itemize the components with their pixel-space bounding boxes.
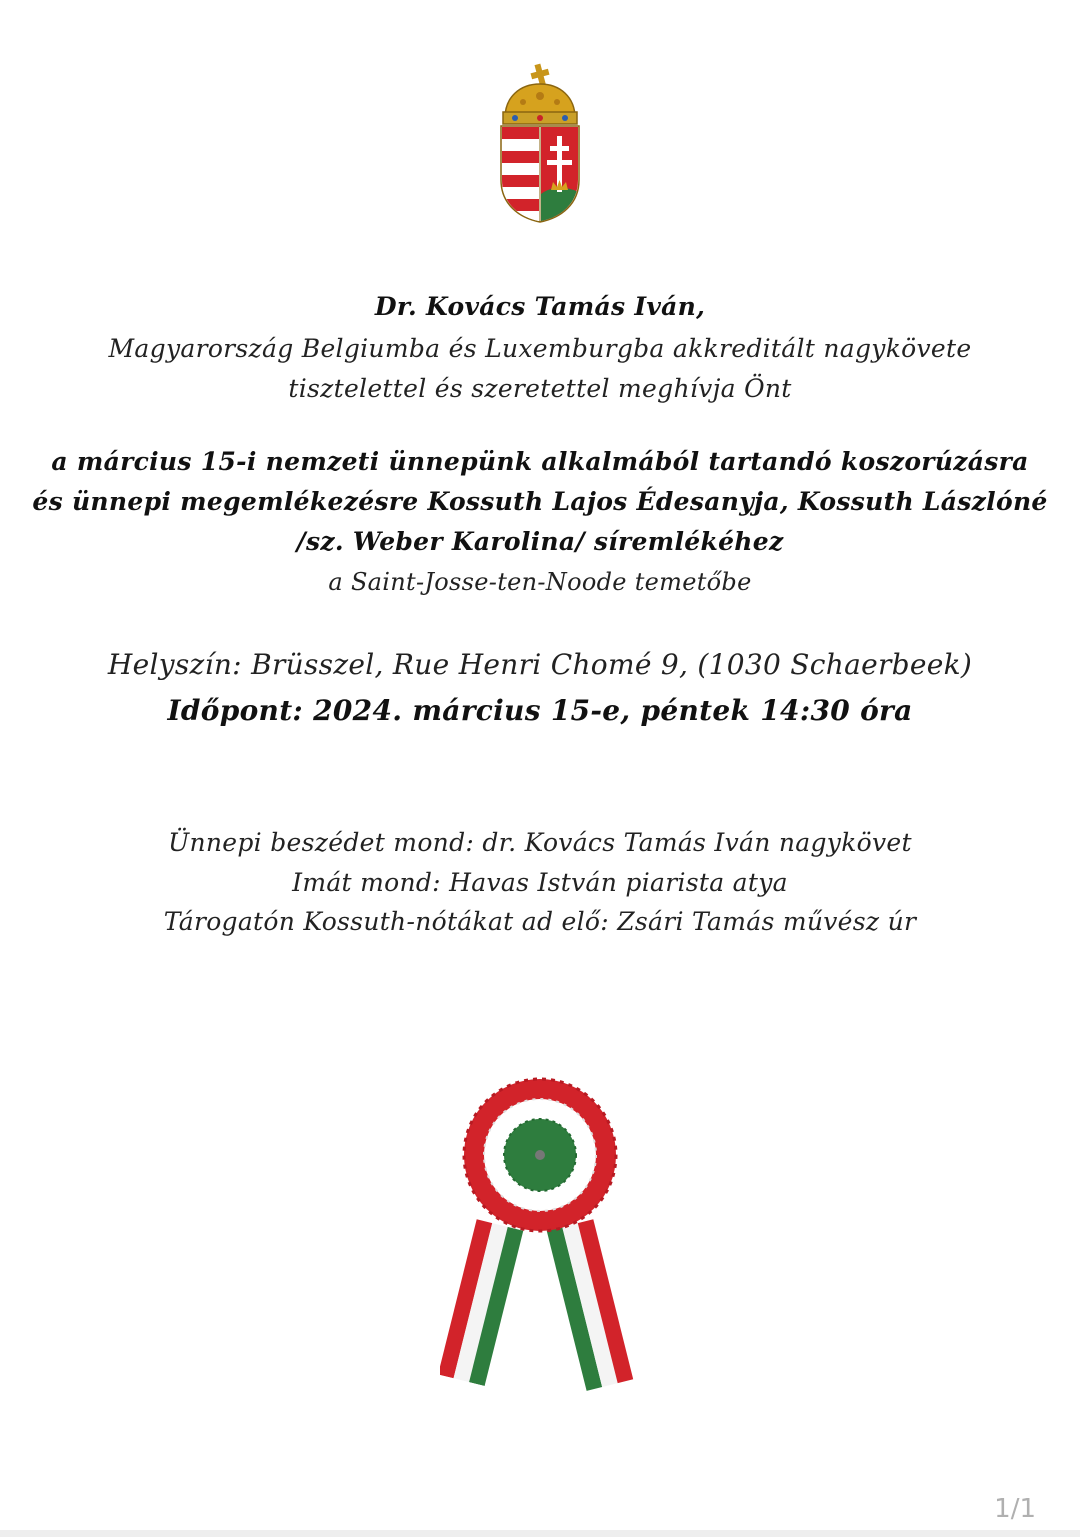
coat-of-arms-icon — [495, 62, 585, 224]
program-music: Tárogatón Kossuth-nótákat ad elő: Zsári Tamás művész úr — [163, 907, 917, 936]
occasion-line-1: a március 15-i nemzeti ünnepünk alkalmából tartandó koszorúzásra — [51, 447, 1029, 476]
place-line: a Saint-Josse-ten-Noode temetőbe — [328, 568, 752, 596]
invite-line: tisztelettel és szeretettel meghívja Önt — [288, 374, 792, 403]
occasion-line-3: /sz. Weber Karolina/ síremlékéhez — [296, 527, 784, 556]
viewer-bottom-edge — [0, 1530, 1080, 1537]
host-title: Magyarország Belgiumba és Luxemburgba akkreditált nagykövete — [108, 334, 972, 363]
cockade-icon — [440, 1075, 640, 1400]
program-prayer: Imát mond: Havas István piarista atya — [292, 868, 788, 897]
host-name: Dr. Kovács Tamás Iván, — [374, 292, 706, 321]
occasion-line-2: és ünnepi megemlékezésre Kossuth Lajos Édesanyja, Kossuth Lászlóné — [32, 487, 1048, 516]
program-speech: Ünnepi beszédet mond: dr. Kovács Tamás Iván nagykövet — [168, 828, 912, 857]
venue-line: Helyszín: Brüsszel, Rue Henri Chomé 9, (1030 Schaerbeek) — [107, 648, 973, 681]
time-line: Időpont: 2024. március 15-e, péntek 14:30 óra — [167, 694, 913, 727]
page-counter: 1/1 — [994, 1494, 1036, 1524]
